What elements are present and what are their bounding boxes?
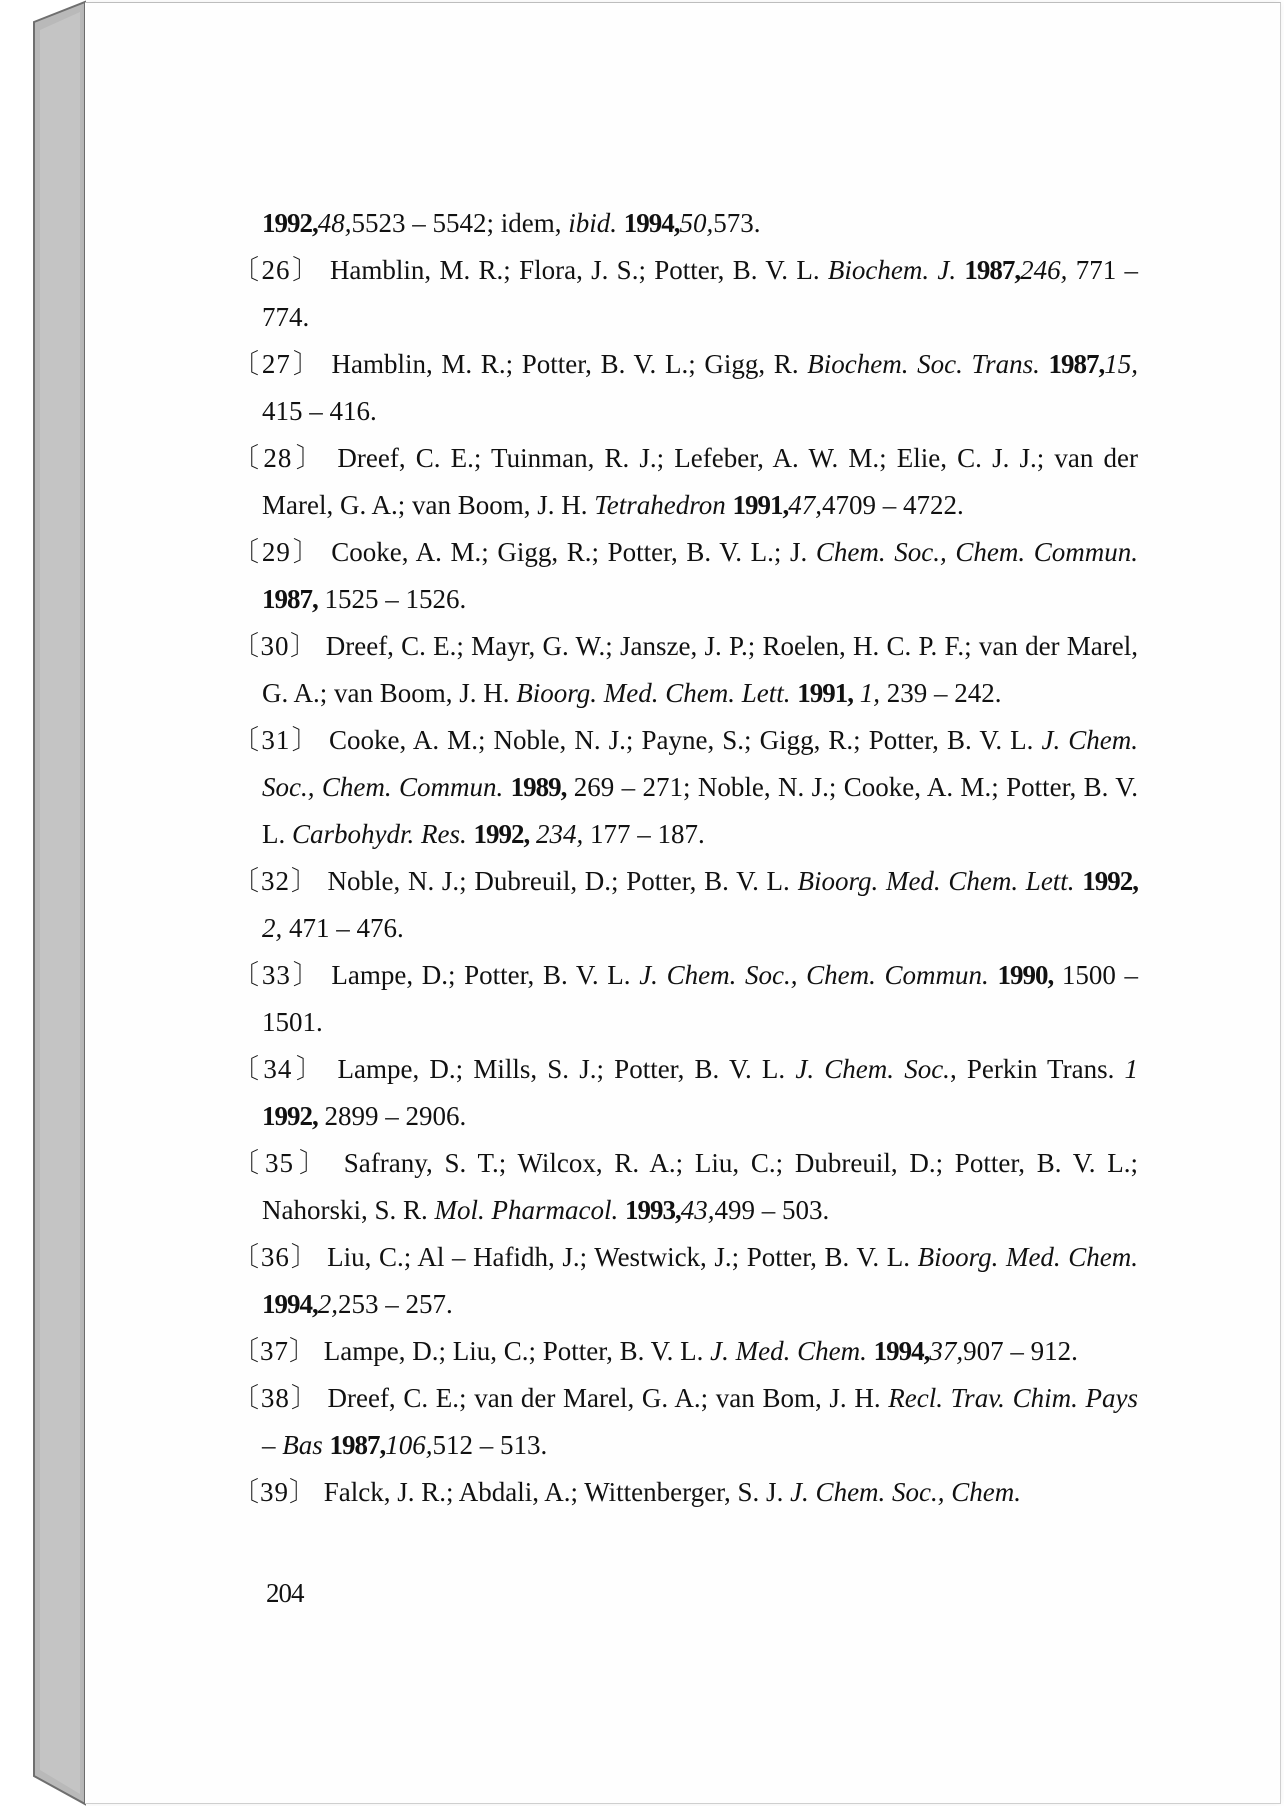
ref-pages: 269 – 271; Noble, N. J.; Cooke, A. M.; Potter, B. V. L. — [262, 772, 1139, 849]
reference-35 — [232, 1140, 1138, 1234]
reference-38 — [232, 1375, 1138, 1469]
ref-journal: J. Chem. Soc., Chem. Commun. — [262, 725, 1139, 802]
ref-pages: 2899 – 2906. — [324, 1101, 467, 1131]
ref-journal: J. Med. Chem. — [710, 1336, 867, 1366]
reference-28 — [232, 435, 1138, 529]
ref-year: 1991, — [732, 490, 789, 520]
ref-year: 1992, — [1082, 866, 1139, 896]
ref-authors: Falck, J. R.; Abdali, A.; Wittenberger, S. J. — [323, 1477, 791, 1507]
ref-volume: 2, — [262, 913, 283, 943]
ref-journal: Bioorg. Med. Chem. Lett. — [797, 866, 1075, 896]
ref-volume: 37, — [929, 1336, 964, 1366]
reference-33 — [232, 952, 1138, 1046]
ref-year: 1991, — [797, 678, 853, 708]
ref-volume: 50, — [679, 208, 714, 238]
ref-number: 〔30〕 — [232, 631, 319, 661]
ref-volume: 1, — [859, 678, 880, 708]
ref-pages: 239 – 242. — [886, 678, 1002, 708]
ref-number: 〔28〕 — [232, 443, 328, 473]
ref-number: 〔37〕 — [232, 1336, 317, 1366]
ref-authors: Hamblin, M. R.; Flora, J. S.; Potter, B. V. L. — [329, 255, 828, 285]
ref-pages: 907 – 912. — [963, 1336, 1078, 1366]
ref-journal: Bioorg. Med. Chem. Lett. — [516, 678, 791, 708]
ref-year: 1994, — [262, 1289, 318, 1319]
reference-27 — [232, 341, 1138, 435]
ref-year: 1994, — [623, 208, 680, 238]
ref-authors: Noble, N. J.; Dubreuil, D.; Potter, B. V. L. — [327, 866, 798, 896]
ref-number: 〔31〕 — [232, 725, 321, 755]
ref-pages: 573. — [713, 208, 761, 238]
reference-29 — [232, 529, 1138, 623]
ref-year: 1994, — [873, 1336, 930, 1366]
ref-volume: 47, — [788, 490, 823, 520]
ref-journal: J. Chem. Soc. — [795, 1054, 950, 1084]
ref-authors: Cooke, A. M.; Gigg, R.; Potter, B. V. L.; J. — [331, 537, 816, 567]
ref-year: 1987, — [262, 584, 318, 614]
ref-journal: Mol. Pharmacol. — [434, 1195, 619, 1225]
ref-year: 1992, — [262, 1101, 318, 1131]
ref-authors: Cooke, A. M.; Noble, N. J.; Payne, S.; Gigg, R.; Potter, B. V. L. — [329, 725, 1042, 755]
reference-34 — [232, 1046, 1138, 1140]
ref-pages: 415 – 416. — [262, 396, 377, 426]
ref-pages: 253 – 257. — [338, 1289, 453, 1319]
ref-number: 〔32〕 — [232, 866, 320, 896]
ref-authors: Lampe, D.; Liu, C.; Potter, B. V. L. — [323, 1336, 711, 1366]
ref-volume: 234, — [536, 819, 584, 849]
ref-volume: 246, — [1020, 255, 1068, 285]
ref-journal: Recl. Trav. Chim. Pays – Bas — [262, 1383, 1139, 1460]
ref-journal: Tetrahedron — [594, 490, 726, 520]
reference-31 — [232, 717, 1138, 858]
reference-37 — [232, 1328, 1138, 1375]
ref-journal: Chem. Soc., Chem. Commun. — [815, 537, 1138, 567]
ref-authors: Dreef, C. E.; Mayr, G. W.; Jansze, J. P.; Roelen, H. C. P. F.; van der Marel, G. A.; van Boom, J. H. — [262, 631, 1139, 708]
ref-pages: 1525 – 1526. — [324, 584, 467, 614]
ref-pages: 512 – 513. — [432, 1430, 548, 1460]
ref-text: , Perkin Trans. — [949, 1054, 1125, 1084]
reference-26 — [232, 247, 1138, 341]
ref-journal: Carbohydr. Res. — [292, 819, 467, 849]
ref-authors: Dreef, C. E.; van der Marel, G. A.; van Bom, J. H. — [327, 1383, 889, 1413]
ref-journal: J. Chem. Soc., Chem. Commun. — [639, 960, 989, 990]
ref-year: 1987, — [964, 255, 1021, 285]
reference-36 — [232, 1234, 1138, 1328]
page-number: 204 — [266, 1578, 304, 1608]
ref-year: 1992, — [473, 819, 530, 849]
ref-authors: Lampe, D.; Mills, S. J.; Potter, B. V. L. — [337, 1054, 796, 1084]
ref-year: 1993, — [625, 1195, 681, 1225]
reference-32 — [232, 858, 1138, 952]
ref-pages: 499 – 503. — [714, 1195, 830, 1225]
ref-number: 〔29〕 — [232, 537, 323, 567]
ref-year: 1987, — [1048, 349, 1105, 379]
reference-30 — [232, 623, 1138, 717]
ref-volume: 43, — [680, 1195, 715, 1225]
ref-volume: 48, — [317, 208, 352, 238]
ref-pages: 771 – 774. — [262, 255, 1139, 332]
ref-pages: 177 – 187. — [590, 819, 705, 849]
ref-number: 〔38〕 — [232, 1383, 320, 1413]
ref-volume: 2, — [317, 1289, 338, 1319]
ref-number: 〔33〕 — [232, 960, 323, 990]
ref-pages: 471 – 476. — [289, 913, 404, 943]
ref-authors: Lampe, D.; Potter, B. V. L. — [331, 960, 640, 990]
ref-number: 〔36〕 — [232, 1242, 320, 1272]
ref-volume: 106, — [385, 1430, 433, 1460]
reference-39 — [232, 1469, 1138, 1516]
ref-authors: Hamblin, M. R.; Potter, B. V. L.; Gigg, R. — [331, 349, 808, 379]
ref-year: 1990, — [997, 960, 1054, 990]
ref-number: 〔27〕 — [232, 349, 323, 379]
ref-number: 〔34〕 — [232, 1054, 328, 1084]
ref-number: 〔39〕 — [232, 1477, 317, 1507]
ref-pages: 4709 – 4722. — [822, 490, 964, 520]
ref-number: 〔26〕 — [232, 255, 322, 285]
ref-journal: J. Chem. Soc., Chem. — [790, 1477, 1022, 1507]
ref-journal: Bioorg. Med. Chem. — [917, 1242, 1139, 1272]
ref-year: 1992, — [262, 208, 318, 238]
ref-authors: Liu, C.; Al – Hafidh, J.; Westwick, J.; Potter, B. V. L. — [327, 1242, 918, 1272]
ref-journal: Biochem. Soc. Trans. — [807, 349, 1040, 379]
ref-year: 1989, — [510, 772, 567, 802]
reference-list — [232, 200, 1138, 1516]
ref-volume: 1 — [1124, 1054, 1139, 1084]
ref-year: 1987, — [329, 1430, 386, 1460]
ref-authors: Dreef, C. E.; Tuinman, R. J.; Lefeber, A. W. M.; Elie, C. J. J.; van der Marel, G. A.; van Boom, J. H. — [262, 443, 1139, 520]
ref-volume: 15, — [1104, 349, 1139, 379]
ref-journal: ibid. — [568, 208, 618, 238]
ref-number: 〔35〕 — [232, 1148, 332, 1178]
ref-journal: Biochem. J. — [827, 255, 957, 285]
ref-pages: 1500 – 1501. — [262, 960, 1138, 1037]
reference-continuation — [232, 200, 1138, 247]
ref-text: 5523 – 5542; idem, — [351, 208, 569, 238]
ref-authors: Safrany, S. T.; Wilcox, R. A.; Liu, C.; Dubreuil, D.; Potter, B. V. L.; Nahorski, S. R. — [262, 1148, 1138, 1225]
